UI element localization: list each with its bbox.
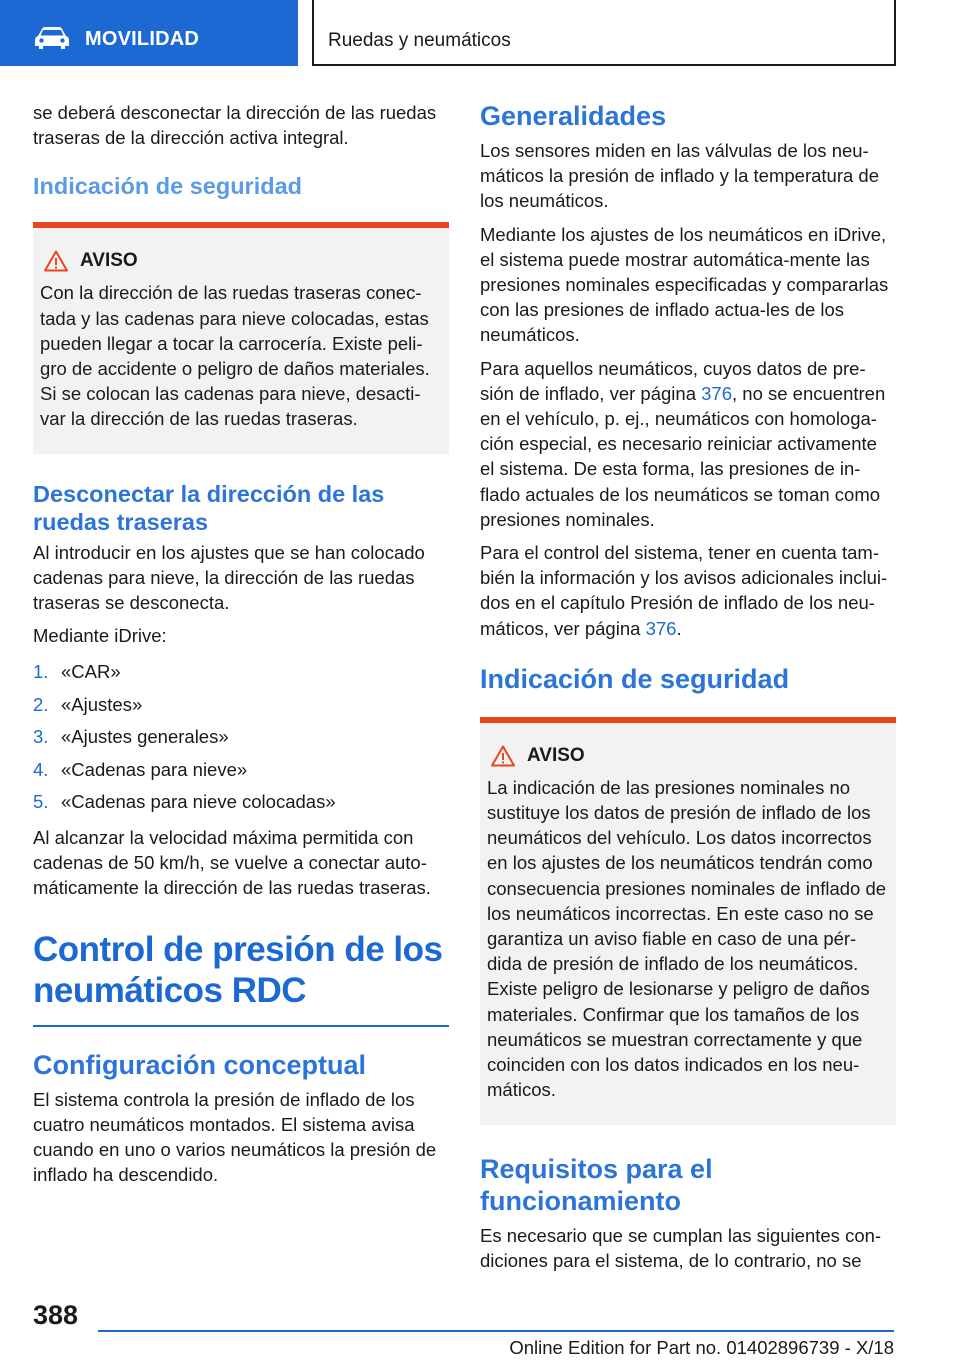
list-item: 1. «CAR» [33, 661, 121, 683]
idrive-paragraph: Mediante iDrive: [33, 625, 167, 647]
left-column [33, 100, 449, 1195]
general-paragraph-2: Mediante los ajustes de los neumáticos en iDrive, el sistema puede mostrar automática-mente las presiones nominales especificadas y compararlas con las presiones de inflado actua-les de los neumáticos. [480, 223, 889, 346]
warning-triangle-icon [491, 745, 515, 767]
warning-text: La indicación de las presiones nominales no sustituye los datos de presión de inflado de los neumáticos del vehículo. Los datos incorrectos en los ajustes de los neumáticos tendrán como consecuencia presiones nominales de inflado de los neumáticos incorrectas. En este caso no se garantiza un aviso fiable en caso de una pér-dida de presión de inflado de los neumáticos. Existe peligro de lesionarse y peligro de daños materiales. Confirmar que los tamaños de los neumáticos se muestran correctamente y que coinciden con los datos indicados en los neu-máticos. [487, 776, 887, 1101]
list-item: 2. «Ajustes» [33, 693, 143, 715]
concept-paragraph: El sistema controla la presión de inflado de los cuatro neumáticos montados. El sistema avisa cuando en uno o varios neumáticos la presión de inflado ha descendido. [33, 1088, 437, 1186]
right-column [480, 100, 896, 1281]
main-heading: Control de presión de los neumáticos RDC [33, 929, 449, 1027]
page-header [0, 0, 960, 66]
concept-heading: Configuración conceptual [33, 1049, 367, 1080]
after-steps-paragraph: Al alcanzar la velocidad máxima permitida con cadenas de 50 km/h, se vuelve a conectar auto-máticamente la dirección de las ruedas traseras. [33, 826, 431, 899]
footer-divider [98, 1330, 894, 1332]
general-paragraph-4: Para el control del sistema, tener en cuenta tam-bién la información y los avisos adicionales inclui-dos en el capítulo Presión de inflado de los neu-máticos, ver página 376. [480, 542, 888, 639]
warning-box-right [480, 717, 896, 1125]
safety-heading-left: Indicación de seguridad [33, 173, 302, 200]
safety-heading-right: Indicación de seguridad [480, 663, 790, 694]
list-item: 5. «Cadenas para nieve colocadas» [33, 791, 336, 813]
general-paragraph-1: Los sensores miden en las válvulas de los neu-máticos la presión de inflado y la temperatura de los neumáticos. [480, 140, 879, 212]
footer-edition: Online Edition for Part no. 01402896739 - X/18 [509, 1337, 894, 1358]
steps-list [33, 656, 449, 819]
requirements-heading: Requisitos para el funcionamiento [480, 1153, 713, 1216]
warning-title: AVISO [527, 744, 585, 766]
general-heading: Generalidades [480, 101, 667, 131]
chapter-title: Ruedas y neumáticos [328, 30, 511, 51]
warning-title: AVISO [80, 250, 138, 272]
car-icon [34, 26, 70, 50]
section-label: MOVILIDAD [85, 28, 200, 50]
warning-box-left [33, 222, 449, 453]
warning-triangle-icon [44, 250, 68, 272]
disconnect-heading: Desconectar la dirección de las ruedas traseras [33, 480, 385, 535]
general-paragraph-3: Para aquellos neumáticos, cuyos datos de pre-sión de inflado, ver página 376, no se encuentren en el vehículo, p. ej., neumáticos con homologa-ción especial, es necesario reiniciar activamente el sistema. De esta forma, las presiones de in-flado actuales de los neumáticos se toman como presiones nominales. [480, 357, 886, 530]
requirements-paragraph: Es necesario que se cumplan las siguientes con-diciones para el sistema, de lo contrario, no se [480, 1224, 882, 1271]
list-item: 3. «Ajustes generales» [33, 726, 229, 748]
page-link[interactable]: 376 [701, 382, 732, 404]
chapter-box [312, 0, 896, 66]
warning-title-row [44, 250, 441, 272]
page-number: 388 [33, 1300, 79, 1330]
page-link[interactable]: 376 [645, 617, 677, 639]
intro-paragraph: se deberá desconectar la dirección de las ruedas traseras de la dirección activa integral. [33, 102, 437, 149]
section-tab[interactable] [0, 0, 298, 66]
warning-text: Con la dirección de las ruedas traseras conec-tada y las cadenas para nieve colocadas, estas pueden llegar a tocar la carrocería. Existe peli-gro de accidente o peligro de daños materiales. Si se colocan las cadenas para nieve, desacti-var la dirección de las ruedas traseras. [40, 282, 430, 430]
list-item: 4. «Cadenas para nieve» [33, 758, 248, 780]
warning-title-row [491, 745, 888, 767]
disconnect-paragraph: Al introducir en los ajustes que se han colocado cadenas para nieve, la dirección de las ruedas traseras se desconecta. [33, 541, 425, 614]
